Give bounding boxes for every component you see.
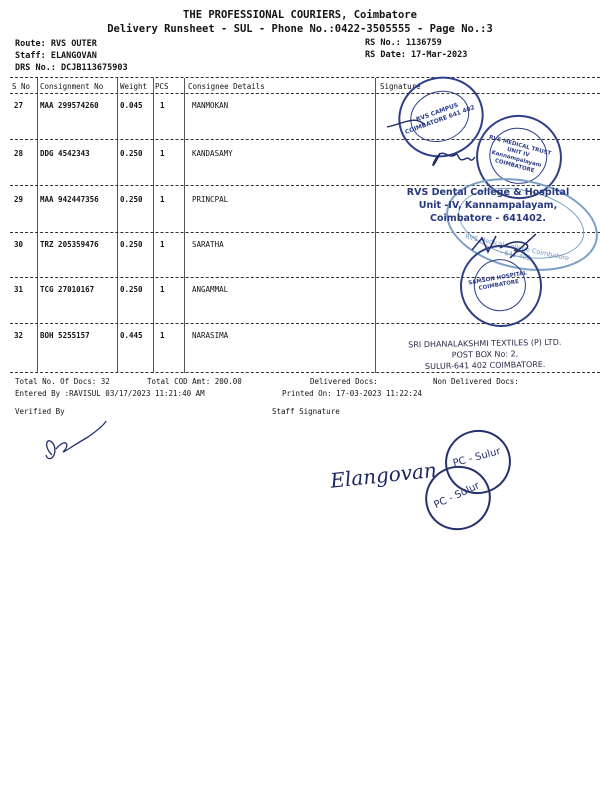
row-weight: 0.250 — [120, 240, 143, 249]
consignee-signature — [385, 105, 480, 175]
drs-number: DRS No.: DCJB113675903 — [15, 63, 128, 73]
samson-hospital-seal-text: SAMSON HOSPITAL COIMBATORE — [467, 270, 528, 292]
staff-signature-label: Staff Signature — [272, 407, 340, 416]
rvs-college-stamp-line3: Coimbatore - 641402. — [430, 213, 546, 224]
row-pcs: 1 — [160, 331, 165, 340]
col-header-signature: Signature — [380, 82, 421, 91]
row-weight: 0.445 — [120, 331, 143, 340]
total-docs: Total No. Of Docs: 32 — [15, 377, 110, 386]
company-title: THE PROFESSIONAL COURIERS, Coimbatore — [183, 9, 417, 21]
col-header-weight: Weight — [120, 82, 148, 91]
medical-trust-seal-text: RVS MEDICAL TRUST UNIT IV Kannampalayam COIMBATORE — [488, 134, 552, 175]
rvs-college-stamp-line2: Unit -IV, Kannampalayam, — [418, 200, 558, 211]
col-header-sno: S No — [12, 82, 31, 91]
row-weight: 0.250 — [120, 285, 143, 294]
row-pcs: 1 — [160, 240, 165, 249]
row-consignment: BOH 5255157 — [40, 331, 90, 340]
row-sno: 32 — [14, 331, 24, 340]
header-rule-bottom — [10, 93, 600, 94]
pc-sulur-seal-text: PC - Sulur — [451, 446, 502, 470]
col-divider — [153, 78, 154, 373]
row-consignment: MAA 299574260 — [40, 101, 99, 110]
rs-date: RS Date: 17-Mar-2023 — [365, 50, 468, 60]
col-header-consignment: Consignment No — [40, 82, 104, 91]
row-consignee: KANDASAMY — [192, 149, 233, 158]
row-pcs: 1 — [160, 285, 165, 294]
entered-by: Entered By :RAVISUL 03/17/2023 11:21:40 AM — [15, 389, 205, 398]
col-divider — [37, 78, 38, 373]
textiles-stamp — [385, 336, 586, 372]
row-weight: 0.250 — [120, 195, 143, 204]
row-consignee: MANMOKAN — [192, 101, 229, 110]
row-consignee: NARASIMA — [192, 331, 229, 340]
rvs-college-stamp-line1: RVS Dental College & Hospital — [406, 187, 570, 198]
delivered-docs: Delivered Docs: — [310, 377, 378, 386]
col-divider — [375, 78, 376, 373]
textiles-stamp-line3: SULUR-641 402 COIMBATORE. — [424, 359, 546, 372]
col-divider — [117, 78, 118, 373]
medical-college-seal-text: RVS Medical College Coimbatore - 641 402 — [464, 232, 570, 263]
printed-on: Printed On: 17-03-2023 11:22:24 — [282, 389, 422, 398]
rvs-college-stamp — [388, 186, 588, 225]
row-consignment: TRZ 205359476 — [40, 240, 99, 249]
textiles-stamp-line1: SRI DHANALAKSHMI TEXTILES (P) LTD. — [408, 337, 562, 350]
row-consignment: MAA 942447356 — [40, 195, 99, 204]
row-sno: 30 — [14, 240, 24, 249]
row-consignee: PRINCPAL — [192, 195, 229, 204]
row-sno: 29 — [14, 195, 24, 204]
row-sno: 27 — [14, 101, 24, 110]
staff-signature-text: Elangovan — [329, 457, 438, 493]
textiles-stamp-line2: POST BOX No: 2, — [451, 349, 519, 360]
row-pcs: 1 — [160, 149, 165, 158]
verified-signature — [40, 415, 110, 470]
row-consignment: DDG 4542343 — [40, 149, 90, 158]
staff-label: Staff: ELANGOVAN — [15, 51, 97, 61]
col-header-consignee: Consignee Details — [188, 82, 265, 91]
row-pcs: 1 — [160, 195, 165, 204]
runsheet-subtitle: Delivery Runsheet - SUL - Phone No.:0422-3505555 - Page No.:3 — [107, 23, 493, 35]
row-consignee: SARATHA — [192, 240, 224, 249]
row-weight: 0.045 — [120, 101, 143, 110]
rs-number: RS No.: 1136759 — [365, 38, 442, 48]
total-cod-amount: Total COD Amt: 200.00 — [147, 377, 242, 386]
header-rule-top — [10, 77, 600, 78]
row-consignment: TCG 27010167 — [40, 285, 95, 294]
campus-seal-text: RVS CAMPUS COIMBATORE 641 402 — [404, 101, 476, 136]
pc-sulur-seal-second-text: PC - Sulur — [432, 480, 482, 512]
row-pcs: 1 — [160, 101, 165, 110]
non-delivered-docs: Non Delivered Docs: — [433, 377, 519, 386]
row-consignee: ANGAMMAL — [192, 285, 229, 294]
row-divider — [10, 372, 600, 373]
row-sno: 28 — [14, 149, 24, 158]
row-sno: 31 — [14, 285, 24, 294]
row-weight: 0.250 — [120, 149, 143, 158]
verified-by-label: Verified By — [15, 407, 65, 416]
route-label: Route: RVS OUTER — [15, 39, 97, 49]
col-divider — [184, 78, 185, 373]
col-header-pcs: PCS — [155, 82, 169, 91]
